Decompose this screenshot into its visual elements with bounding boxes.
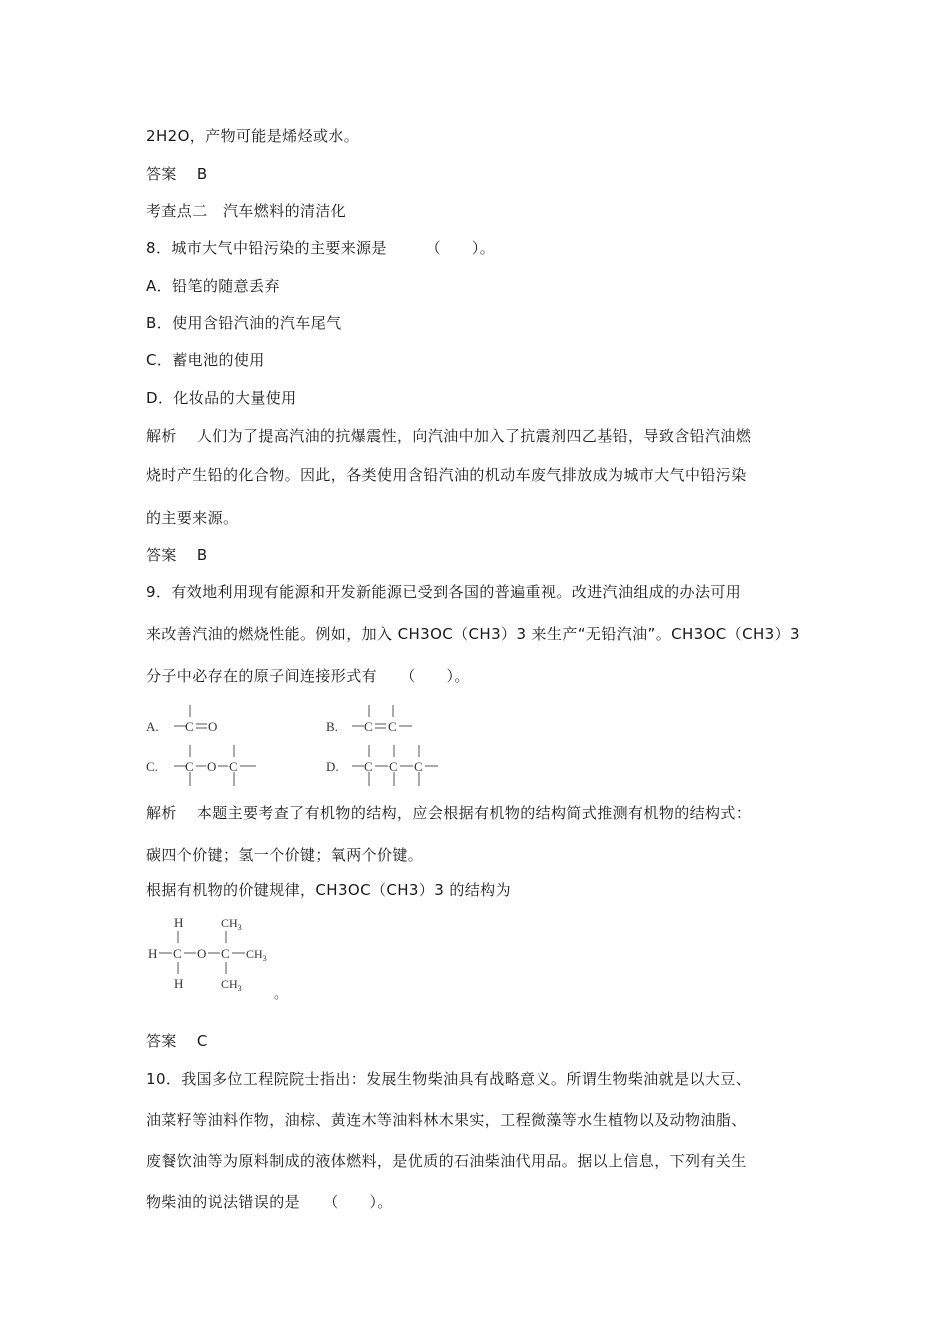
structural-formula [140,910,300,1002]
formula-ch3-right: $CH_3$ [246,947,267,963]
option-c-carbon-1: C [185,759,194,774]
answer-value: B [196,165,208,183]
option-d-carbon-1: C [364,759,373,774]
option-c-structure [146,745,256,786]
question-8-option-b: B．使用含铅汽油的汽车尾气 [146,314,342,332]
question-8-analysis-line-1 [146,426,816,446]
section-heading: 考查点二 汽车燃料的清洁化 [146,202,347,220]
analysis-label: 解析 [146,804,177,822]
question-8-option-a: A．铅笔的随意丢弃 [146,277,280,295]
option-b-label: B. [326,719,338,734]
option-d-carbon-3: C [414,759,423,774]
formula-oxygen: O [197,946,207,961]
question-8-option-c: C．蓄电池的使用 [146,351,265,369]
question-9-analysis-line-2: 碳四个价键；氢一个价键；氧两个价键。 [146,846,424,864]
option-b-carbon-1: C [364,719,373,734]
option-c-carbon-2: C [229,759,238,774]
question-9-stem-line-2: 来改善汽油的燃烧性能。例如，加入 CH3OC（CH3）3 来生产“无铅汽油”。CH3OC（CH3）3 [146,625,800,643]
formula-h-bottom: H [174,976,184,991]
question-9-stem-line-3: 分子中必存在的原子间连接形式有 （ ）。 [146,667,470,685]
option-a-carbon: C [185,719,194,734]
answer-q9 [146,1031,816,1051]
option-a-oxygen: O [208,719,218,734]
formula-c-left: C [173,946,182,961]
option-a-structure [146,705,217,734]
answer-label: 答案 [146,1032,177,1050]
answer-value: B [196,546,208,564]
option-d-carbon-2: C [389,759,398,774]
question-8-analysis-line-2: 烧时产生铅的化合物。因此，各类使用含铅汽油的机动车废气排放成为城市大气中铅污染 [146,466,747,484]
formula-h-left: H [148,946,158,961]
question-10-stem-line-3: 废餐饮油等为原料制成的液体燃料，是优质的石油柴油代用品。据以上信息，下列有关生 [146,1152,747,1170]
formula-period: 。 [274,986,288,1001]
question-8-option-d: D．化妆品的大量使用 [146,389,297,407]
question-8-analysis-line-3: 的主要来源。 [146,509,239,527]
option-c-label: C. [146,759,158,774]
analysis-text: 人们为了提高汽油的抗爆震性，向汽油中加入了抗震剂四乙基铅，导致含铅汽油燃 [196,427,752,445]
answer-label: 答案 [146,165,177,183]
question-10-stem-line-2: 油菜籽等油料作物，油棕、黄连木等油料林木果实，工程微藻等水生植物以及动物油脂、 [146,1111,747,1129]
option-b-structure [326,705,412,734]
question-9-analysis-line-1 [146,803,816,823]
formula-c-right: C [221,946,230,961]
question-9-stem-line-1: 9．有效地利用现有能源和开发新能源已受到各国的普遍重视。改进汽油组成的办法可用 [146,583,742,601]
option-a-label: A. [146,719,159,734]
answer-label: 答案 [146,546,177,564]
formula-ch3-top: $CH_3$ [221,916,242,932]
answer-q7 [146,164,816,184]
option-d-structure [326,745,438,786]
answer-value: C [196,1032,208,1050]
analysis-text: 本题主要考查了有机物的结构，应会根据有机物的结构简式推测有机物的结构式： [196,804,752,822]
formula-ch3-bottom: $CH_3$ [221,977,242,993]
formula-h-top: H [174,915,184,930]
paragraph-continuation: 2H2O，产物可能是烯烃或水。 [146,127,360,145]
question-10-stem-line-4: 物柴油的说法错误的是 （ ）。 [146,1193,393,1211]
question-8-stem: 8．城市大气中铅污染的主要来源是 （ ）。 [146,239,496,257]
question-9-options-figure [140,700,460,792]
question-9-analysis-line-3: 根据有机物的价键规律，CH3OC（CH3）3 的结构为 [146,881,511,899]
analysis-label: 解析 [146,427,177,445]
option-d-label: D. [326,759,339,774]
option-c-oxygen: O [207,759,217,774]
option-b-carbon-2: C [388,719,397,734]
question-10-stem-line-1: 10．我国多位工程院院士指出：发展生物柴油具有战略意义。所谓生物柴油就是以大豆、 [146,1070,752,1088]
answer-q8 [146,545,816,565]
